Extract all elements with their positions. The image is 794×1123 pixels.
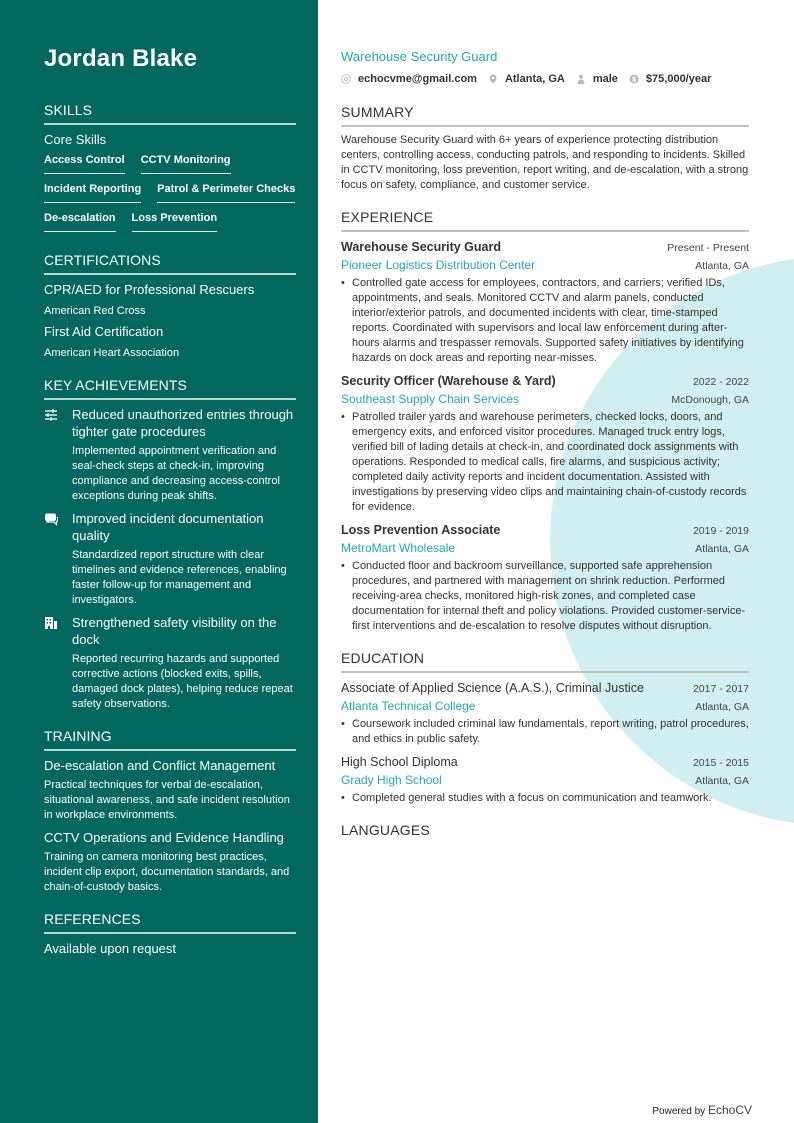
summary-section — [341, 104, 749, 193]
achievements-section — [44, 377, 296, 712]
achievement-title: Strengthened safety visibility on the dock — [72, 615, 277, 647]
summary-text: Warehouse Security Guard with 6+ years of experience protecting distribution centers, controlling access, conducting patrols, and responding to incidents. Skilled in CCTV monitoring, loss prevention, report writing, and de-escalation, with a strong focus on safety, compliance, and customer service. — [341, 134, 749, 191]
employer: Pioneer Logistics Distribution Center — [341, 258, 536, 272]
education-entry — [341, 679, 749, 747]
svg-text:$: $ — [631, 75, 637, 84]
location-text: Atlanta, GA — [504, 73, 565, 85]
achievement-desc: Reported recurring hazards and supported corrective actions (blocked exits, spills, damaged dock plates), helping reduce repeat safety observations. — [72, 653, 293, 710]
training-title: De-escalation and Conflict Management — [44, 758, 276, 773]
languages-section — [341, 822, 749, 843]
sidebar — [0, 0, 318, 1123]
references-text: Available upon request — [44, 941, 177, 956]
skill-chip: Incident Reporting — [44, 178, 141, 203]
section-title-references: REFERENCES — [44, 911, 296, 934]
experience-entry — [341, 521, 749, 634]
skill-chip: Access Control — [44, 149, 125, 174]
cert-org: American Red Cross — [44, 305, 146, 317]
role: Loss Prevention Associate — [341, 523, 501, 537]
section-title-skills: SKILLS — [44, 102, 296, 125]
contact-gender — [576, 73, 618, 85]
section-title-training: TRAINING — [44, 728, 296, 751]
brand-link[interactable]: EchoCV — [707, 1103, 752, 1117]
candidate-name: Jordan Blake — [44, 45, 198, 72]
job-title: Warehouse Security Guard — [341, 49, 498, 64]
achievement-item — [44, 614, 296, 712]
dates: 2017 - 2017 — [692, 683, 749, 695]
skill-chip: Loss Prevention — [132, 207, 218, 232]
location: Atlanta, GA — [695, 775, 749, 787]
location-pin-icon — [488, 74, 498, 84]
section-title-summary: SUMMARY — [341, 104, 749, 127]
cert-name: CPR/AED for Professional Rescuers — [44, 282, 255, 297]
salary-text: $75,000/year — [645, 73, 712, 85]
employer: MetroMart Wholesale — [341, 541, 456, 555]
cert-org: American Heart Association — [44, 347, 180, 359]
location: Atlanta, GA — [695, 260, 749, 272]
experience-section — [341, 209, 749, 634]
dates: 2015 - 2015 — [692, 757, 749, 769]
skill-chip: De-escalation — [44, 207, 116, 232]
skills-list — [44, 149, 296, 236]
employer: Southeast Supply Chain Services — [341, 392, 520, 406]
dates: 2022 - 2022 — [692, 376, 749, 388]
section-title-languages: LANGUAGES — [341, 822, 430, 838]
location: Atlanta, GA — [695, 543, 749, 555]
achievement-desc: Implemented appointment verification and seal-check steps at check-in, improving compliance and decreasing access-control exceptions during peak shifts. — [72, 445, 280, 502]
experience-entry — [341, 372, 749, 515]
building-icon — [44, 614, 72, 712]
contact-email — [341, 73, 477, 85]
at-icon — [341, 74, 351, 84]
main-content — [341, 48, 749, 849]
section-title-certifications: CERTIFICATIONS — [44, 252, 296, 275]
education-section — [341, 650, 749, 806]
bullet: • Conducted floor and backroom surveillance, supported safe apprehension procedures, and partnered with management on shrink reduction. Performed receiving-area checks, monitored high-risk zones, and completed case documentation for internal theft and policy violations. Provided customer-service-first interventions and de-escalation to resolve disputes without disruption. — [341, 559, 749, 634]
section-title-achievements: KEY ACHIEVEMENTS — [44, 377, 296, 400]
training-desc: Practical techniques for verbal de-escalation, situational awareness, and safe incident resolution in workplace environments. — [44, 779, 290, 821]
training-title: CCTV Operations and Evidence Handling — [44, 830, 284, 845]
skills-section — [44, 102, 296, 236]
cert-name: First Aid Certification — [44, 324, 164, 339]
contact-location — [488, 73, 565, 85]
achievement-item — [44, 406, 296, 504]
bullet: • Patrolled trailer yards and warehouse perimeters, checked locks, doors, and emergency exits, and enforced visitor procedures. Managed truck entry logs, verified bill of lading details at check-in, and coordinated dock assignments with operations. Responded to medical calls, fire alarms, and suspicious activity; completed daily activity reports and incident documentation. Assisted with investigations by preserving video clips and maintaining chain-of-custody records for evidence. — [341, 410, 749, 515]
bullet: • Completed general studies with a focus on communication and teamwork. — [341, 791, 749, 806]
section-title-experience: EXPERIENCE — [341, 209, 749, 232]
skills-subtitle: Core Skills — [44, 132, 107, 147]
degree: High School Diploma — [341, 755, 458, 769]
achievement-title: Improved incident documentation quality — [72, 511, 264, 543]
person-icon — [576, 74, 586, 84]
bullet: • Coursework included criminal law fundamentals, report writing, patrol procedures, and ethics in public safety. — [341, 717, 749, 747]
education-entry — [341, 753, 749, 806]
powered-by-text: Powered by — [652, 1106, 706, 1117]
achievement-desc: Standardized report structure with clear timelines and evidence references, enabling faster follow-up for management and investigators. — [72, 549, 287, 606]
skill-chip: CCTV Monitoring — [141, 149, 231, 174]
role: Warehouse Security Guard — [341, 240, 501, 254]
contact-salary — [629, 73, 711, 85]
sliders-icon — [44, 406, 72, 504]
references-section — [44, 911, 296, 957]
gender-text: male — [592, 73, 618, 85]
school: Atlanta Technical College — [341, 699, 476, 713]
contact-row — [341, 70, 749, 88]
experience-entry — [341, 238, 749, 366]
training-desc: Training on camera monitoring best practices, incident clip export, documentation standards, and chain-of-custody basics. — [44, 851, 290, 893]
dollar-coin-icon — [629, 74, 639, 84]
school: Grady High School — [341, 773, 442, 787]
location: Atlanta, GA — [695, 701, 749, 713]
dates: Present - Present — [667, 242, 749, 254]
degree: Associate of Applied Science (A.A.S.), Criminal Justice — [341, 681, 644, 695]
achievement-title: Reduced unauthorized entries through tighter gate procedures — [72, 407, 294, 439]
chat-bubbles-icon — [44, 510, 72, 608]
location: McDonough, GA — [671, 394, 749, 406]
certifications-section — [44, 252, 296, 361]
skill-chip: Patrol & Perimeter Checks — [157, 178, 295, 203]
role: Security Officer (Warehouse & Yard) — [341, 374, 556, 388]
footer-credit — [652, 1103, 752, 1117]
training-section — [44, 728, 296, 895]
achievement-item — [44, 510, 296, 608]
section-title-education: EDUCATION — [341, 650, 749, 673]
dates: 2019 - 2019 — [692, 525, 749, 537]
bullet: • Controlled gate access for employees, contractors, and carriers; verified IDs, appointments, and seals. Monitored CCTV and alarm panels, conducted interior/exterior patrols, and documented incidents with clear, time-stamped reports. Coordinated with supervisors and local law enforcement during after-hours alarms and trespasser removals. Supported safety initiatives by identifying hazards on dock areas and reporting near-misses. — [341, 276, 749, 366]
email-text: echocvme@gmail.com — [358, 73, 477, 85]
